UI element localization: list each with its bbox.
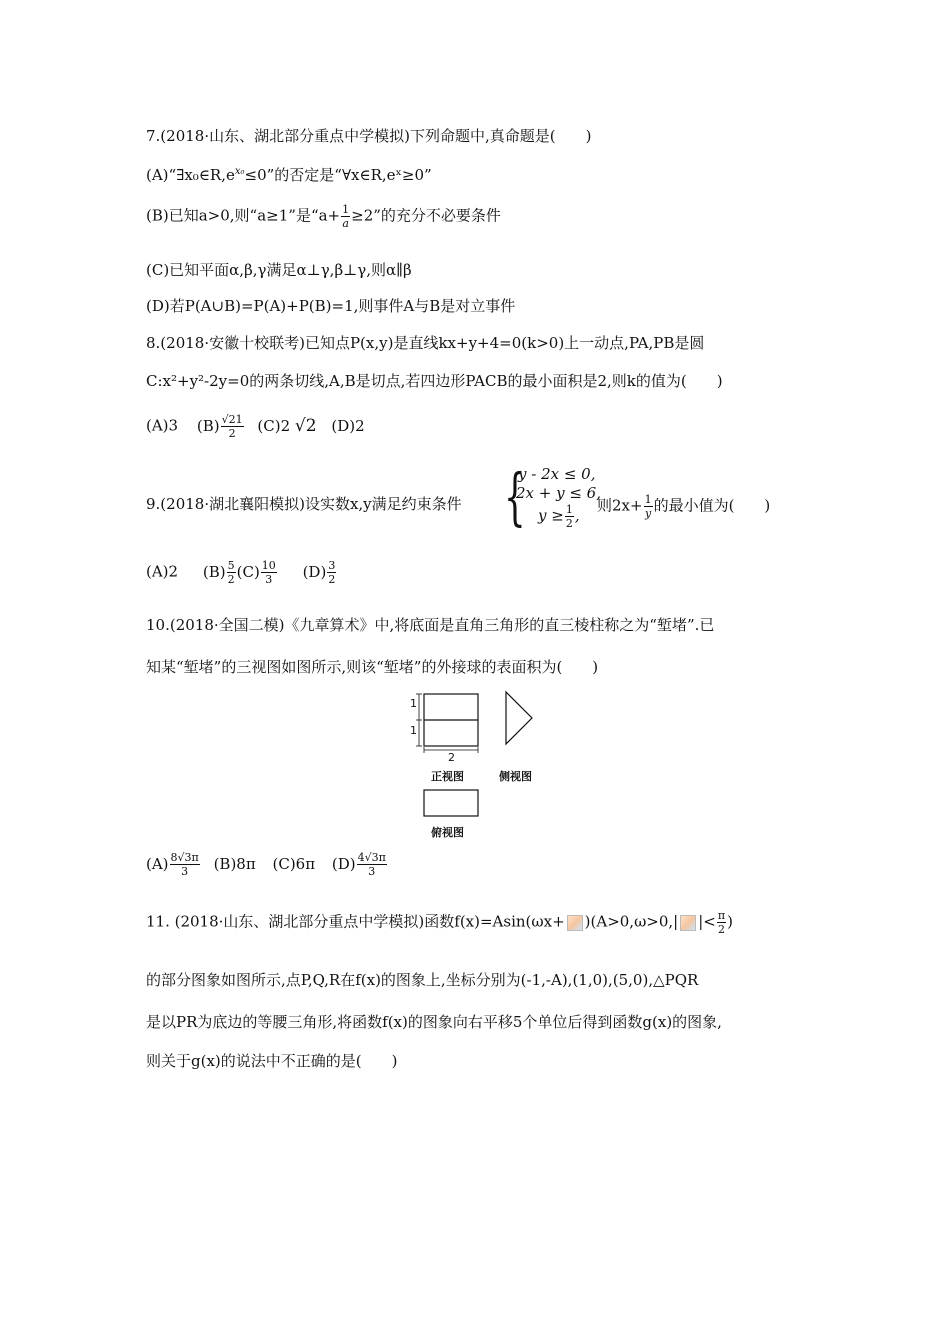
dim-label-1a: 1	[410, 697, 417, 710]
q8-options	[146, 414, 365, 439]
q9-option-a: (A)2	[146, 562, 179, 581]
label-top-view: 俯视图	[431, 826, 464, 839]
q7-option-c: (C)已知平面α,β,γ满足α⊥γ,β⊥γ,则α∥β	[146, 261, 412, 279]
q9-constraint-1: y - 2x ≤ 0,	[518, 465, 596, 483]
q9-option-b: (B) $\frac{5}{2}$	[202, 559, 235, 586]
q10-option-a: (A) $\frac{8√3\pi}{3}$	[146, 851, 199, 878]
q8-stem-line1: 8.(2018·安徽十校联考)已知点P(x,y)是直线kx+y+4=0(k>0)上一动点,PA,PB是圆	[146, 334, 705, 352]
q9-constraint-3: y ≥ $\frac{1}{2}$ ,	[538, 503, 580, 530]
label-side-view: 侧视图	[499, 770, 532, 783]
q11-stem-line4: 则关于g(x)的说法中不正确的是( )	[146, 1052, 398, 1070]
q9-stem-tail: 则2x+ $\frac{1}{y}$ 的最小值为( )	[597, 493, 771, 520]
q7-option-b: (B)已知a>0,则“a≥1”是“a+ $\frac{1}{a}$ ≥2”的充分不必要条件	[146, 203, 501, 230]
q8-option-b: (B) $\frac{√21}{2}$	[196, 413, 243, 440]
label-front-view: 正视图	[431, 770, 464, 783]
q9-option-c: (C) $\frac{10}{3}$	[236, 559, 276, 586]
broken-image-icon	[567, 915, 583, 931]
q9-options	[146, 560, 337, 585]
q10-options	[146, 852, 388, 877]
q8-option-c: (C)2 √2	[257, 415, 317, 436]
q10-stem-line1: 10.(2018·全国二模)《九章算术》中,将底面是直角三角形的直三棱柱称之为“堑堵”.已	[146, 616, 715, 634]
side-view-triangle	[506, 692, 532, 744]
q11-stem-line3: 是以PR为底边的等腰三角形,将函数f(x)的图象向右平移5个单位后得到函数g(x)的图象,	[146, 1013, 722, 1031]
dim-label-2: 2	[448, 751, 455, 764]
q7-stem: 7.(2018·山东、湖北部分重点中学模拟)下列命题中,真命题是( )	[146, 127, 592, 145]
q10-option-d: (D) $\frac{4√3\pi}{3}$	[331, 851, 386, 878]
q7-option-d: (D)若P(A∪B)=P(A)+P(B)=1,则事件A与B是对立事件	[146, 297, 516, 315]
q9-option-d: (D) $\frac{3}{2}$	[302, 559, 336, 586]
q8-option-d: (D)2	[331, 416, 365, 435]
q10-option-c: (C)6π	[272, 854, 316, 873]
q11-stem-line1: 11. (2018·山东、湖北部分重点中学模拟)函数f(x)=Asin(ωx+ )(A>0,ω>0,| |< $\frac{\pi}{2}$ )	[146, 909, 733, 936]
three-view-figure	[408, 688, 578, 838]
q9-constraint-2: 2x + y ≤ 6,	[516, 484, 601, 502]
q8-stem-line2: C:x²+y²-2y=0的两条切线,A,B是切点,若四边形PACB的最小面积是2,则k的值为( )	[146, 372, 723, 390]
broken-image-icon	[680, 915, 696, 931]
constraint-brace: {	[504, 460, 526, 533]
dim-label-1b: 1	[410, 724, 417, 737]
q7-option-a: $(A)“\exists x_0\in R,e^{x_0}\le 0$”的否定是“∀x∈R,eˣ≥0”	[146, 166, 432, 184]
q8-option-a: (A)3	[146, 416, 179, 435]
q9-stem: 9.(2018·湖北襄阳模拟)设实数x,y满足约束条件	[146, 495, 462, 513]
q10-option-b: (B)8π	[213, 854, 256, 873]
top-view-rect	[424, 790, 478, 816]
q10-stem-line2: 知某“堑堵”的三视图如图所示,则该“堑堵”的外接球的表面积为( )	[146, 658, 599, 676]
q11-stem-line2: 的部分图象如图所示,点P,Q,R在f(x)的图象上,坐标分别为(-1,-A),(1,0),(5,0),△PQR	[146, 971, 699, 989]
